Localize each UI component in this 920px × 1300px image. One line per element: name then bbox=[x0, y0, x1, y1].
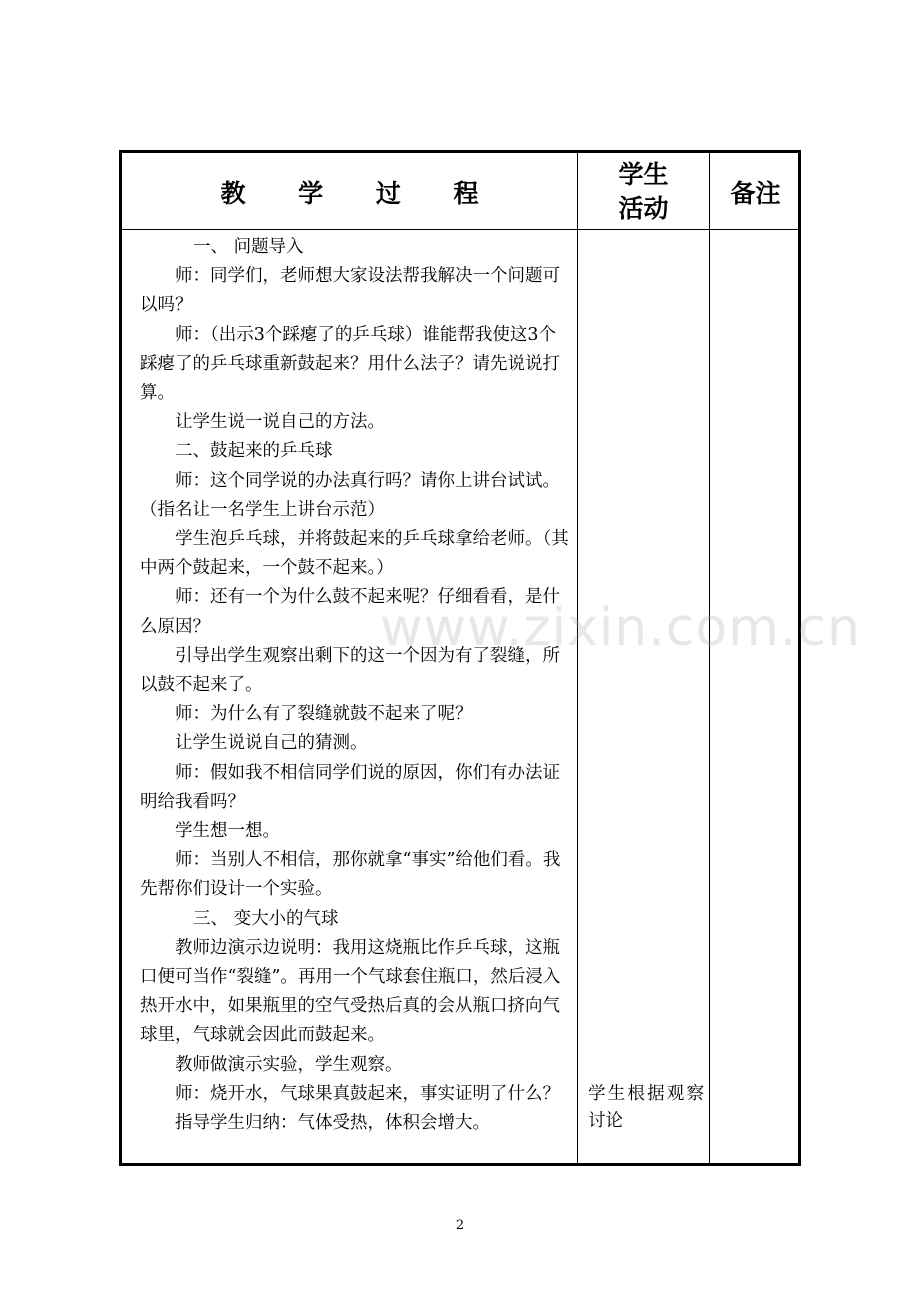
header-teaching-process: 教 学 过 程 bbox=[220, 178, 501, 208]
content-paragraph: 师：这个同学说的办法真行吗？请你上讲台试试。（指名让一名学生上讲台示范） bbox=[140, 470, 560, 520]
column-divider bbox=[577, 153, 578, 1163]
section-heading: 一、 问题导入 bbox=[193, 237, 304, 257]
content-paragraph: 师：烧开水，气球果真鼓起来，事实证明了什么？ bbox=[175, 1083, 560, 1104]
content-paragraph: 学生泡乒乓球，并将鼓起来的乒乓球拿给老师。（其中两个鼓起来，一个鼓不起来。） bbox=[140, 529, 569, 579]
teaching-process-content bbox=[140, 233, 570, 1138]
content-paragraph: 指导学生归纳：气体受热，体积会增大。 bbox=[175, 1113, 490, 1134]
content-paragraph: 师：假如我不相信同学们说的原因，你们有办法证明给我看吗？ bbox=[140, 762, 560, 812]
content-paragraph: 师：同学们，老师想大家设法帮我解决一个问题可以吗？ bbox=[140, 266, 560, 316]
header-notes: 备注 bbox=[730, 178, 781, 208]
lesson-plan-table bbox=[119, 150, 801, 1166]
student-activity-note bbox=[588, 1081, 704, 1135]
content-paragraph: 学生想一想。 bbox=[175, 821, 280, 842]
page-number: 2 bbox=[455, 1218, 465, 1233]
section-heading: 三、 变大小的气球 bbox=[193, 908, 339, 929]
header-student-activity-label: 学生活动 bbox=[618, 159, 669, 223]
content-paragraph: 让学生说一说自己的方法。 bbox=[175, 412, 385, 433]
student-activity-note-text: 学生根据观察讨论 bbox=[588, 1084, 704, 1131]
section-heading: 二、鼓起来的乒乓球 bbox=[175, 441, 333, 462]
column-divider bbox=[709, 153, 710, 1163]
content-paragraph: 师：当别人不相信，那你就拿“事实”给他们看。我先帮你们设计一个实验。 bbox=[140, 850, 561, 900]
watermark: www.zixin.com.cn bbox=[380, 598, 861, 658]
content-paragraph: 教师做演示实验，学生观察。 bbox=[175, 1054, 403, 1075]
header-student-activity bbox=[578, 153, 709, 230]
content-paragraph: 师：（出示3个踩瘪了的乒乓球）谁能帮我使这3个踩瘪了的乒乓球重新鼓起来？用什么法子？请先说说打算。 bbox=[140, 324, 560, 404]
content-paragraph: 师：为什么有了裂缝就鼓不起来了呢？ bbox=[175, 704, 473, 725]
content-paragraph: 让学生说说自己的猜测。 bbox=[175, 733, 368, 754]
content-paragraph: 师：还有一个为什么鼓不起来呢？仔细看看，是什么原因？ bbox=[140, 587, 560, 637]
content-paragraph: 教师边演示边说明：我用这烧瓶比作乒乓球，这瓶口便可当作“裂缝”。再用一个气球套住瓶口，然后浸入热开水中，如果瓶里的空气受热后真的会从瓶口挤向气球里，气球就会因此而鼓起来。 bbox=[140, 937, 561, 1046]
content-paragraph: 引导出学生观察出剩下的这一个因为有了裂缝，所以鼓不起来了。 bbox=[140, 645, 560, 696]
